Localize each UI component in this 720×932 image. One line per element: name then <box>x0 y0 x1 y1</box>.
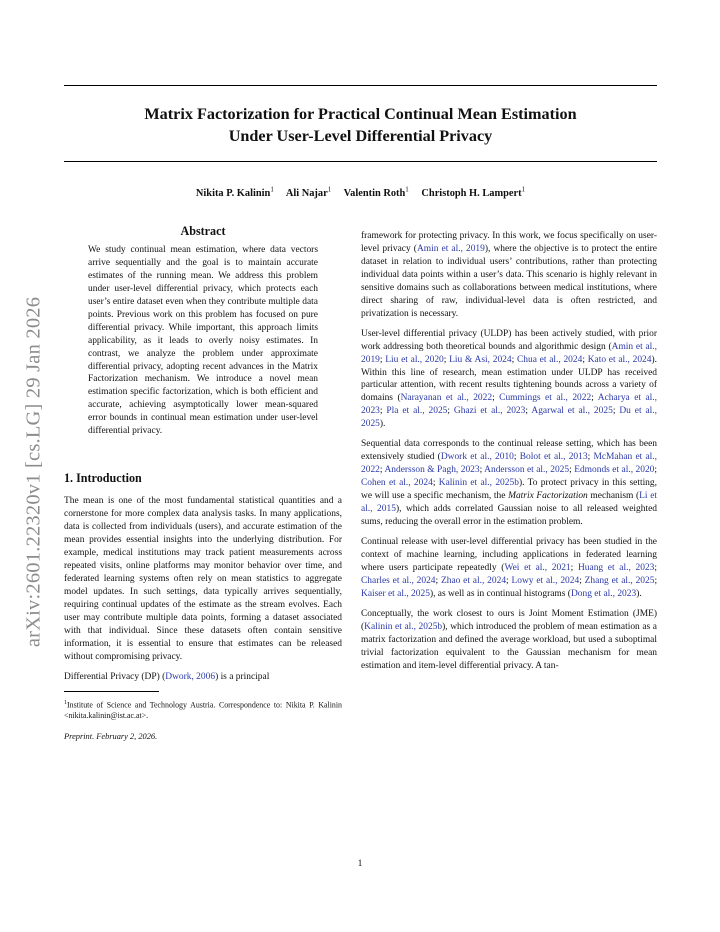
text-run: ; <box>379 465 385 476</box>
right-column <box>361 230 657 680</box>
citation-link[interactable]: Andersson & Pagh, 2023 <box>384 465 480 476</box>
citation-link[interactable]: Edmonds et al., 2020 <box>574 465 655 476</box>
citation-link[interactable]: Amin et al., 2019 <box>416 243 485 254</box>
abstract-body <box>64 244 342 438</box>
body-paragraph <box>361 328 657 432</box>
text-run: ), which adds correlated Gaussian noise to all released weighted sums, reducing the overall error in the estimation problem. <box>361 504 658 528</box>
arxiv-identifier <box>18 262 50 682</box>
text-run: ; <box>435 575 441 586</box>
title-top-rule <box>64 85 657 86</box>
text-run: ; <box>569 465 575 476</box>
title-line-2: Under User-Level Differential Privacy <box>228 127 493 145</box>
affiliation-footnote: $^1$Institute of Science and Technology Austria. Correspondence to: Nikita P. Kalinin <nikita.kalinin@ist.ac.at>. <box>64 699 342 720</box>
title-line-1: Matrix Factorization for Practical Continual Mean Estimation <box>144 105 577 123</box>
text-run: ; <box>432 478 439 489</box>
citation-link[interactable]: McMahan et al., 2022 <box>361 452 657 476</box>
text-run: ). <box>636 588 642 599</box>
body-paragraph <box>361 438 657 529</box>
text-run: ; <box>492 393 500 404</box>
text-run: ). To protect privacy in this setting, we will use a specific mechanism, the <box>361 478 657 502</box>
citation-link[interactable]: Pla et al., 2025 <box>386 406 448 417</box>
citation-link[interactable]: Zhang et al., 2025 <box>584 575 655 586</box>
citation-link[interactable]: Agarwal et al., 2025 <box>531 406 613 417</box>
abstract-text: We study continual mean estimation, where data vectors arrive sequentially and the goal is to maintain accurate estimates of the running mean. We address this problem under user-level differential privacy, which protects each user’s entire dataset even when they contribute multiple data points. Previous work on this problem has focused on pure differential privacy. While important, this approach limits applicability, as it leads to overly noisy estimates. In contrast, we analyze the problem under approximate differential privacy, adopting recent advances in the Matrix Factorization mechanism. We introduce a novel mean estimation specific factorization, which is both efficient and accurate, achieving asymptotically lower mean-squared error bounds in continual mean estimation under user-level differential privacy. <box>88 244 318 437</box>
citation-link[interactable]: Charles et al., 2024 <box>361 575 436 586</box>
citation-link[interactable]: Bolot et al., 2013 <box>519 452 588 463</box>
text-run: ; <box>654 465 658 476</box>
text-run: ; <box>579 575 585 586</box>
paper-title <box>64 103 657 147</box>
preprint-date: Preprint. February 2, 2026. <box>64 731 158 741</box>
citation-link[interactable]: Andersson et al., 2025 <box>484 465 570 476</box>
text-run: ; <box>525 406 532 417</box>
text-run: ; <box>447 406 454 417</box>
left-column <box>64 225 342 744</box>
citation-link[interactable]: Dong et al., 2023 <box>570 588 637 599</box>
text-run: mechanism ( <box>587 491 640 502</box>
citation-link[interactable]: Lowy et al., 2024 <box>511 575 580 586</box>
text-run: ; <box>570 562 578 573</box>
emphasized-term: Matrix Factorization <box>508 491 588 502</box>
abstract-heading: Abstract <box>180 224 226 238</box>
text-run: Sequential data corresponds to the continual release setting, which has been extensively studied ( <box>361 439 657 463</box>
title-bottom-rule <box>64 161 657 162</box>
text-run: ; <box>506 575 512 586</box>
citation-link[interactable]: Liu et al., 2020 <box>385 354 444 365</box>
text-run: User-level differential privacy (ULDP) has been actively studied, with prior work addressing both theoretical bounds and algorithmic design ( <box>361 328 657 352</box>
intro-paragraph-2: Differential Privacy (DP) (Dwork, 2006) is a principal <box>64 671 270 682</box>
text-run: ; <box>379 406 387 417</box>
citation-link[interactable]: Dwork, 2006 <box>165 671 216 682</box>
citation-link[interactable]: Cohen et al., 2024 <box>361 478 433 489</box>
author-list <box>64 186 657 199</box>
text-run: ; <box>582 354 588 365</box>
text-run: ). Within this line of research, mean estimation under ULDP has received particular attention, with recent results tightening bounds across a variety of domains ( <box>361 354 657 404</box>
text-run: ; <box>513 452 520 463</box>
body-paragraph <box>361 608 657 673</box>
citation-link[interactable]: Kalinin et al., 2025b <box>438 478 519 489</box>
citation-link[interactable]: Kaiser et al., 2025 <box>361 588 430 599</box>
introduction-heading: 1. Introduction <box>64 471 142 486</box>
citation-link[interactable]: Kato et al., 2024 <box>587 354 652 365</box>
citation-link[interactable]: Amin et al., 2019 <box>361 341 658 365</box>
author: Christoph H. Lampert$^1$ <box>421 186 526 200</box>
citation-link[interactable]: Du et al., 2025 <box>361 406 658 430</box>
citation-link[interactable]: Chua et al., 2024 <box>516 354 583 365</box>
text-run: ; <box>654 575 658 586</box>
text-run: ; <box>587 452 594 463</box>
citation-link[interactable]: Cummings et al., 2022 <box>499 393 592 404</box>
author: Nikita P. Kalinin$^1$ <box>195 186 274 200</box>
arxiv-identifier-text: arXiv:2601.22320v1 [cs.LG] 29 Jan 2026 <box>22 296 45 648</box>
page-number: 1 <box>357 859 363 869</box>
text-run: ; <box>591 393 598 404</box>
body-paragraph <box>361 230 657 321</box>
citation-link[interactable]: Huang et al., 2023 <box>577 562 655 573</box>
body-paragraph <box>361 536 657 601</box>
text-run: ), as well as in continual histograms ( <box>429 588 571 599</box>
text-run: ; <box>479 465 485 476</box>
author: Valentin Roth$^1$ <box>343 186 409 200</box>
citation-link[interactable]: Kalinin et al., 2025b <box>364 621 443 632</box>
citation-link[interactable]: Acharya et al., 2023 <box>361 393 657 417</box>
citation-link[interactable]: Ghazi et al., 2023 <box>453 406 526 417</box>
citation-link[interactable]: Zhao et al., 2024 <box>440 575 507 586</box>
text-run: ; <box>379 354 386 365</box>
text-run: ; <box>511 354 517 365</box>
text-run: ), which introduced the problem of mean estimation as a matrix factorization and defined the average workload, but used a suboptimal trivial factorization equivalent to the Gaussian mechanism for mean estimation and item-level differential privacy. A tan- <box>361 621 657 671</box>
citation-link[interactable]: Li et al., 2015 <box>361 491 657 515</box>
text-run: Continual release with user-level differential privacy has been studied in the context of machine learning, including applications in federated learning where users participate repeatedly ( <box>361 536 657 573</box>
text-run: framework for protecting privacy. In this work, we focus specifically on user-level privacy ( <box>361 231 657 254</box>
text-run: ; <box>443 354 450 365</box>
citation-link[interactable]: Liu & Asi, 2024 <box>449 354 512 365</box>
text-run: ). <box>379 419 386 430</box>
citation-link[interactable]: Wei et al., 2021 <box>504 562 571 573</box>
footnote-rule <box>64 691 159 692</box>
text-run: ; <box>612 406 620 417</box>
author: Ali Najar$^1$ <box>285 186 332 200</box>
text-run: ; <box>654 562 658 573</box>
text-run: ), where the objective is to protect the entire dataset in relation to individual users’ contributions, rather than protecting individual data points within a user’s data. This scenario is highly relevant in sensitive domains such as collaborations between medical institutions, where direct sharing of raw, individual-level data is often restricted, and privatization is necessary. <box>361 243 657 319</box>
text-run: Conceptually, the work closest to ours is Joint Moment Estimation (JME) ( <box>361 608 657 632</box>
citation-link[interactable]: Dwork et al., 2010 <box>440 452 514 463</box>
intro-paragraph-1: The mean is one of the most fundamental statistical quantities and a cornerstone for more complex data analysis tasks. In many applications, data is collected from individuals (users), and accurate estimation of the mean provides essential insights into the underlying distribution. For example, medical institutions may track patient measurements across repeated visits, online platforms may monitor behavior over time, and federated learning systems often rely on mean statistics to aggregate model updates. In such settings, data typically arrives sequentially, requiring continual updates of the estimate as the stream evolves. Each user may contribute multiple data points, forming a dataset associated with that individual. Since these datasets often contain sensitive information, it is essential to ensure that estimates can be released without compromising privacy. <box>64 496 342 662</box>
citation-link[interactable]: Narayanan et al., 2022 <box>400 393 493 404</box>
